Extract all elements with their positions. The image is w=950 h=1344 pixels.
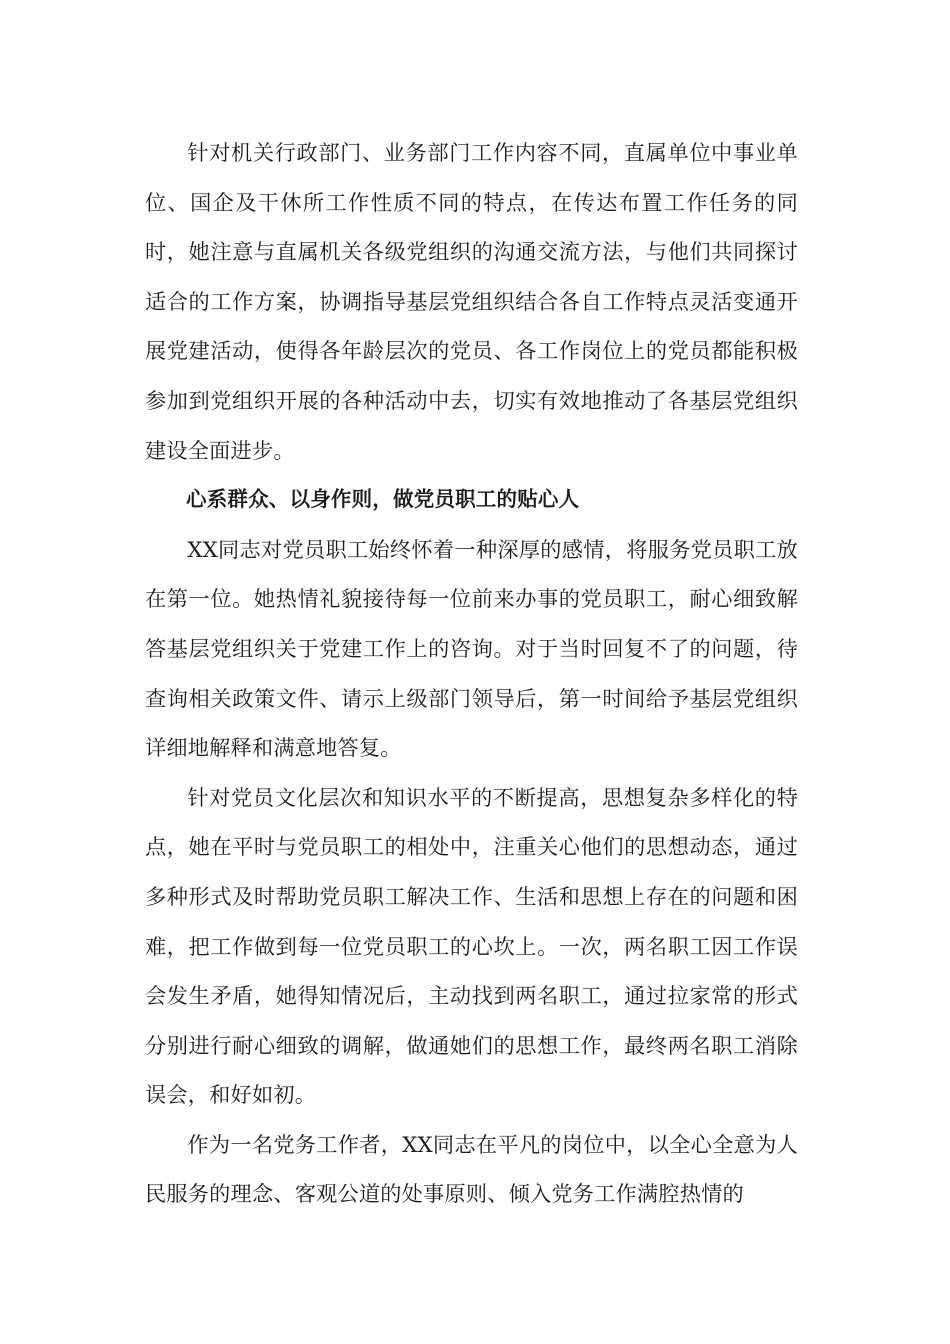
paragraph-serving-members: XX同志对党员职工始终怀着一种深厚的感情，将服务党员职工放在第一位。她热情礼貌接待每一位前来办事的党员职工，耐心细致解答基层党组织关于党建工作上的咨询。对于当时回复不了的问题，待查询相关政策文件、请示上级部门领导后，第一时间给予基层党组织详细地解释和满意地答复。 xyxy=(145,536,798,761)
paragraph-organization-work: 针对机关行政部门、业务部门工作内容不同，直属单位中事业单位、国企及干休所工作性质不同的特点，在传达布置工作任务的同时，她注意与直属机关各级党组织的沟通交流方法，与他们共同探讨适合的工作方案，协调指导基层党组织结合各自工作特点灵活变通开展党建活动，使得各年龄层次的党员、各工作岗位上的党员都能积极参加到党组织开展的各种活动中去，切实有效地推动了各基层党组织建设全面进步。 xyxy=(145,140,798,463)
paragraph-caring-thoughts: 针对党员文化层次和知识水平的不断提高，思想复杂多样化的特点，她在平时与党员职工的相处中，注重关心他们的思想动态，通过多种形式及时帮助党员职工解决工作、生活和思想上存在的问题和困难，把工作做到每一位党员职工的心坎上。一次，两名职工因工作误会发生矛盾，她得知情况后，主动找到两名职工，通过拉家常的形式分别进行耐心细致的调解，做通她们的思想工作，最终两名职工消除误会，和好如初。 xyxy=(145,784,798,1108)
paragraph-conclusion: 作为一名党务工作者，XX同志在平凡的岗位中，以全心全意为人民服务的理念、客观公道的处事原则、倾入党务工作满腔热情的 xyxy=(145,1131,798,1207)
section-heading: 心系群众、以身作则，做党员职工的贴心人 xyxy=(186,487,580,512)
document-page xyxy=(145,128,798,1219)
